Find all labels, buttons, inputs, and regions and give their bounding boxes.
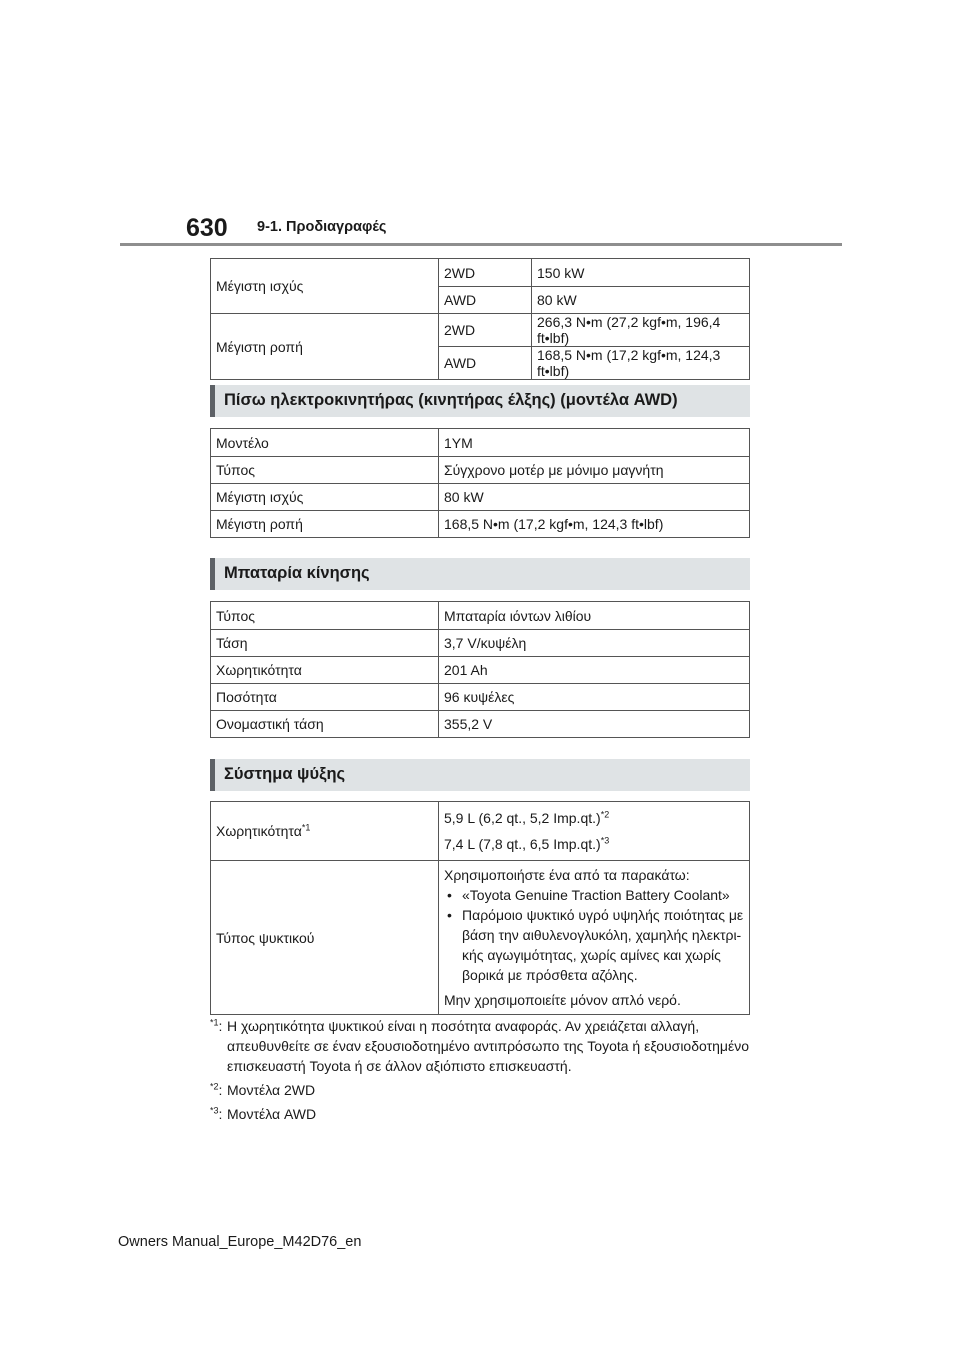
- footnote-ref: *2: [600, 809, 610, 820]
- value-cell: Σύγχρονο μοτέρ με μόνιμο μαγνήτη: [439, 457, 750, 484]
- footnote-ref: *1: [301, 822, 311, 833]
- footnote-mark: $^{*3}$:: [210, 1105, 223, 1122]
- table-row-label: Ονομαστική τάση: [211, 711, 439, 738]
- footnote-mark: $^{*2}$:: [210, 1081, 223, 1098]
- value-cell: 266,3 N•m (27,2 kgf•m, 196,4 ft•lbf): [532, 314, 750, 347]
- battery-table: [210, 601, 750, 738]
- section-heading-battery: [210, 558, 750, 590]
- value-cell: Μπαταρία ιόντων λιθίου: [439, 602, 750, 630]
- motor-spec-table: [210, 258, 750, 380]
- table-row-label: Ποσότητα: [211, 684, 439, 711]
- header-divider: [120, 243, 842, 246]
- section-heading-text: Μπαταρία κίνησης: [224, 564, 370, 582]
- section-heading-rear-motor: [210, 385, 750, 417]
- footnotes: [210, 1016, 770, 1128]
- page-number: 630: [186, 214, 228, 242]
- value-cell: 201 Ah: [439, 657, 750, 684]
- value-cell: 168,5 N•m (17,2 kgf•m, 124,3 ft•lbf): [532, 347, 750, 380]
- capacity-value-2wd: 5,9 L (6,2 qt., 5,2 Imp.qt.)$^{*2}$: [444, 809, 610, 826]
- table-row-label: Τύπος: [211, 602, 439, 630]
- footnote-mark: $^{*1}$:: [210, 1017, 223, 1034]
- section-heading-text: Σύστημα ψύξης: [224, 765, 346, 783]
- coolant-intro: Χρησιμοποιήστε ένα από τα παρακάτω:: [444, 867, 690, 883]
- list-item: • «Toyota Genuine Traction Battery Coolant»: [444, 885, 745, 905]
- list-item: • Παρόμοιο ψυκτικό υγρό υψηλής ποιότητας με βάση την αιθυλενογλυκόλη, χαμηλής ηλεκτρι- κής αγωγιμότητας, χωρίς αμίνες και χωρίς βορικά με πρόσθετα αζόλης.: [444, 905, 745, 985]
- footnote-text: Μοντέλα AWD: [227, 1106, 317, 1122]
- value-cell: 96 κυψέλες: [439, 684, 750, 711]
- footnote-ref: *3: [600, 835, 610, 846]
- value-cell: [439, 802, 750, 861]
- table-row-label: [211, 802, 439, 861]
- table-row-label: Μοντέλο: [211, 429, 439, 457]
- variant-cell: AWD: [439, 347, 532, 380]
- table-row-label: Τάση: [211, 630, 439, 657]
- table-row-label: Τύπος ψυκτικού: [211, 861, 439, 1015]
- footnote-text: Μοντέλα 2WD: [227, 1082, 316, 1098]
- table-row-label: Μέγιστη ροπή: [211, 511, 439, 538]
- capacity-label: Χωρητικότητα: [216, 823, 302, 839]
- section-heading-text: Πίσω ηλεκτροκινητήρας (κινητήρας έλξης) (μοντέλα AWD): [224, 391, 678, 409]
- table-row-label: Μέγιστη ισχύς: [211, 259, 439, 314]
- footnote: [210, 1104, 770, 1124]
- table-row-label: Μέγιστη ισχύς: [211, 484, 439, 511]
- footnote: [210, 1080, 770, 1100]
- value-cell: 80 kW: [532, 287, 750, 314]
- value-cell: 3,7 V/κυψέλη: [439, 630, 750, 657]
- value-cell: 80 kW: [439, 484, 750, 511]
- table-row-label: Μέγιστη ροπή: [211, 314, 439, 380]
- variant-cell: 2WD: [439, 314, 532, 347]
- value-cell: 150 kW: [532, 259, 750, 287]
- footnote-text: Η χωρητικότητα ψυκτικού είναι η ποσότητα αναφοράς. Αν χρειάζεται αλλαγή, απευθυνθείτε σε έναν εξουσιοδοτημένο αντιπρόσωπο της Toyota ή εξουσιοδοτημένο επισκευαστή Toyota ή σε άλλον αξιόπιστο επισκευαστή.: [227, 1018, 750, 1074]
- section-title: 9-1. Προδιαγραφές: [257, 219, 387, 235]
- value-cell: 355,2 V: [439, 711, 750, 738]
- capacity-value-awd: 7,4 L (7,8 qt., 6,5 Imp.qt.)$^{*3}$: [444, 835, 610, 852]
- footnote: [210, 1016, 770, 1076]
- variant-cell: AWD: [439, 287, 532, 314]
- value-cell: [439, 861, 750, 1015]
- value-cell: 168,5 N•m (17,2 kgf•m, 124,3 ft•lbf): [439, 511, 750, 538]
- cooling-table: [210, 801, 750, 1015]
- page-footer: Owners Manual_Europe_M42D76_en: [118, 1234, 362, 1250]
- table-row-label: Τύπος: [211, 457, 439, 484]
- section-heading-cooling: [210, 759, 750, 791]
- value-cell: 1YM: [439, 429, 750, 457]
- variant-cell: 2WD: [439, 259, 532, 287]
- coolant-note: Μην χρησιμοποιείτε μόνον απλό νερό.: [444, 992, 681, 1008]
- rear-motor-table: [210, 428, 750, 538]
- table-row-label: Χωρητικότητα: [211, 657, 439, 684]
